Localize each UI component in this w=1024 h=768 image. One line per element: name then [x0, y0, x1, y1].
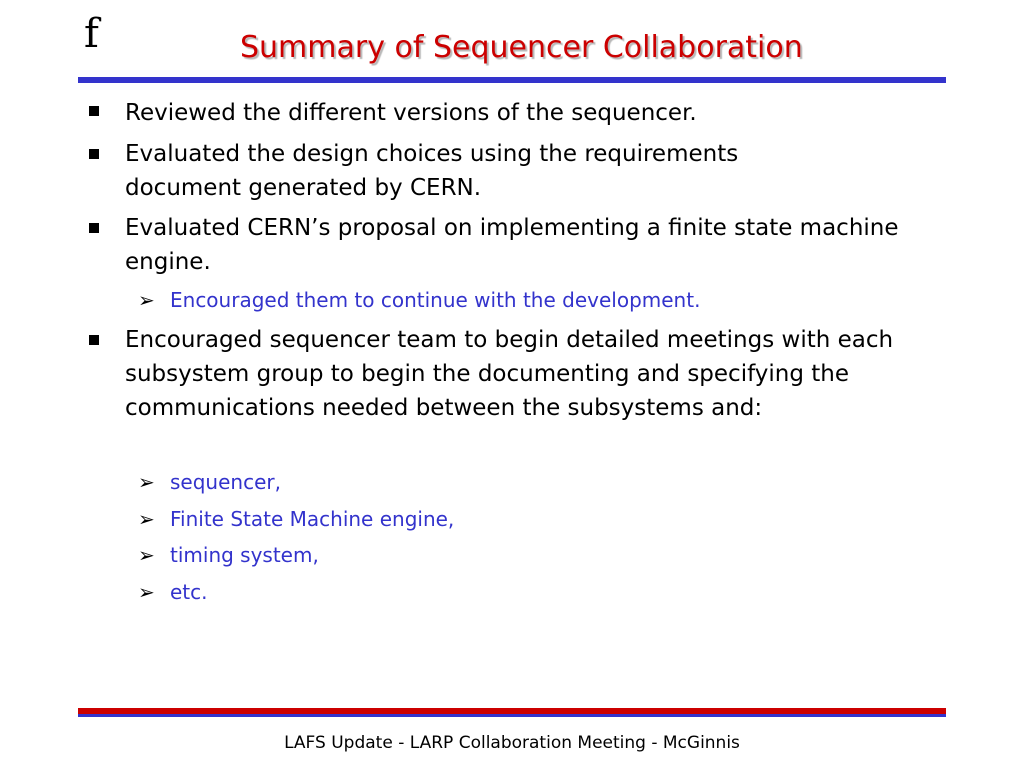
sub-bullet-text: timing system,	[170, 543, 319, 567]
title-divider	[78, 77, 946, 83]
slide-footer: LAFS Update - LARP Collaboration Meeting - McGinnis	[284, 733, 740, 753]
arrow-bullet-icon: ➢	[138, 470, 155, 494]
bullet-text: Reviewed the different versions of the sequencer.	[125, 100, 697, 126]
arrow-bullet-icon: ➢	[138, 507, 155, 531]
square-bullet-icon	[89, 335, 99, 345]
bullet-text: Evaluated the design choices using the requirements document generated by CERN.	[125, 141, 739, 201]
sub-bullet-text: Encouraged them to continue with the development.	[170, 288, 701, 312]
sub-bullet-text: Finite State Machine engine,	[170, 507, 455, 531]
bullet-text: Encouraged sequencer team to begin detailed meetings with each subsystem group to begin the documenting and specifying the communications needed between the subsystems and:	[125, 327, 894, 421]
slide-title: Summary of Sequencer Collaboration	[240, 30, 803, 65]
sub-bullet-text: sequencer,	[170, 470, 281, 494]
logo-f-glyph: f	[84, 11, 99, 57]
bullet-text: Evaluated CERN’s proposal on implementing a finite state machine engine.	[125, 215, 899, 275]
square-bullet-icon	[89, 223, 99, 233]
footer-divider-blue	[78, 714, 946, 717]
square-bullet-icon	[89, 106, 99, 116]
square-bullet-icon	[89, 149, 99, 159]
arrow-bullet-icon: ➢	[138, 543, 155, 567]
sub-bullet-text: etc.	[170, 580, 208, 604]
arrow-bullet-icon: ➢	[138, 288, 155, 312]
arrow-bullet-icon: ➢	[138, 580, 155, 604]
